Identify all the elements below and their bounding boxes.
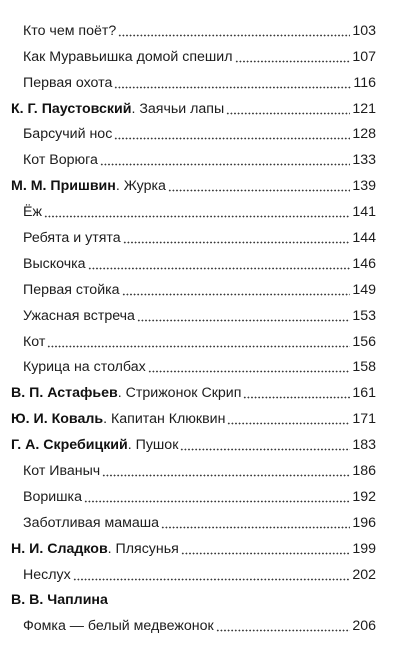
entry-title: [11, 436, 178, 454]
toc-subentry: [0, 195, 400, 221]
page-number: 146: [352, 255, 376, 272]
entry-title: [23, 74, 112, 92]
toc-subentry: [0, 299, 400, 325]
dot-leader: [118, 23, 350, 37]
page-number: 133: [352, 152, 376, 169]
entry-title: [23, 617, 214, 635]
dot-leader: [161, 515, 350, 529]
work-title: Барсучий нос: [23, 126, 113, 143]
work-title: Неслух: [23, 566, 71, 583]
work-title: Кот Ворюга: [23, 152, 98, 169]
dot-leader: [137, 308, 350, 322]
dot-leader: [243, 385, 350, 399]
toc-author-entry: [0, 92, 400, 118]
toc-subentry: [0, 221, 400, 247]
page-number: 116: [353, 74, 376, 91]
toc-subentry: [0, 14, 400, 40]
toc-subentry: [0, 247, 400, 273]
toc-subentry: [0, 40, 400, 66]
page-number: 149: [352, 281, 376, 298]
work-title: . Пушок: [127, 437, 179, 454]
page-number: 206: [352, 618, 376, 635]
author-name: Ю. И. Коваль: [11, 411, 104, 428]
dot-leader: [235, 49, 351, 63]
page-number: 186: [352, 463, 376, 480]
work-title: Ужасная встреча: [23, 307, 135, 324]
toc-subentry: [0, 351, 400, 377]
page-number: 121: [352, 100, 376, 117]
toc-subentry: [0, 273, 400, 299]
author-name: Н. И. Сладков: [11, 540, 108, 557]
work-title: Воришка: [23, 488, 82, 505]
entry-title: [11, 100, 224, 118]
entry-title: [23, 358, 146, 376]
entry-title: [11, 410, 225, 428]
table-of-contents: [0, 14, 400, 635]
entry-title: [11, 177, 166, 195]
dot-leader: [180, 437, 350, 451]
entry-title: [23, 125, 112, 143]
toc-subentry: [0, 558, 400, 584]
entry-title: [23, 488, 82, 506]
work-title: . Заячьи лапы: [131, 100, 225, 117]
dot-leader: [47, 334, 350, 348]
dot-leader: [84, 489, 350, 503]
toc-author-heading: [0, 584, 400, 610]
page-number: 202: [352, 566, 376, 583]
toc-author-entry: [0, 402, 400, 428]
entry-title: [23, 514, 159, 532]
author-name: М. М. Пришвин: [11, 178, 116, 195]
page-number: 144: [352, 230, 376, 247]
toc-subentry: [0, 454, 400, 480]
work-title: Ёж: [23, 204, 42, 221]
entry-title: [11, 384, 241, 402]
work-title: . Капитан Клюквин: [103, 411, 226, 428]
work-title: Выскочка: [23, 255, 86, 272]
work-title: Фомка — белый медвежонок: [23, 618, 214, 635]
dot-leader: [73, 567, 351, 581]
entry-title: [23, 48, 233, 66]
toc-subentry: [0, 118, 400, 144]
toc-subentry: [0, 325, 400, 351]
toc-author-entry: [0, 428, 400, 454]
dot-leader: [102, 463, 350, 477]
entry-title: [23, 462, 100, 480]
work-title: Кто чем поёт?: [23, 22, 117, 39]
author-name: К. Г. Паустовский: [11, 100, 132, 117]
dot-leader: [114, 126, 350, 140]
entry-title: [23, 229, 121, 247]
entry-title: [11, 540, 179, 558]
dot-leader: [88, 256, 351, 270]
page-number: 103: [352, 22, 376, 39]
work-title: . Журка: [115, 178, 166, 195]
page-number: 183: [352, 437, 376, 454]
page-number: 158: [352, 359, 376, 376]
toc-subentry: [0, 143, 400, 169]
entry-title: [23, 22, 116, 40]
dot-leader: [226, 101, 350, 115]
page-number: 199: [352, 540, 376, 557]
dot-leader: [114, 75, 351, 89]
page-number: 156: [352, 333, 376, 350]
page-number: 192: [352, 488, 376, 505]
dot-leader: [148, 359, 351, 373]
author-name: В. В. Чаплина: [11, 592, 108, 609]
work-title: Кот Иваныч: [23, 463, 101, 480]
entry-title: [11, 591, 108, 609]
dot-leader: [227, 411, 350, 425]
work-title: Первая охота: [23, 74, 113, 91]
work-title: Курица на столбах: [23, 359, 146, 376]
dot-leader: [168, 178, 350, 192]
work-title: . Стрижонок Скрип: [117, 385, 242, 402]
dot-leader: [123, 230, 351, 244]
dot-leader: [44, 204, 350, 218]
page-number: 141: [352, 204, 376, 221]
work-title: Первая стойка: [23, 281, 120, 298]
page-number: 171: [352, 411, 376, 428]
entry-title: [23, 566, 71, 584]
toc-author-entry: [0, 169, 400, 195]
page-number: 161: [352, 385, 376, 402]
work-title: Кот: [23, 333, 46, 350]
entry-title: [23, 307, 135, 325]
page-number: 107: [352, 48, 376, 65]
work-title: Заботливая мамаша: [23, 514, 160, 531]
page-number: 139: [352, 178, 376, 195]
work-title: Ребята и утята: [23, 230, 121, 247]
dot-leader: [181, 541, 351, 555]
work-title: Как Муравьишка домой спешил: [23, 48, 233, 65]
page-number: 153: [352, 307, 376, 324]
toc-subentry: [0, 609, 400, 635]
page-number: 128: [352, 126, 376, 143]
entry-title: [23, 203, 42, 221]
dot-leader: [216, 618, 351, 632]
toc-author-entry: [0, 532, 400, 558]
page-number: 196: [352, 514, 376, 531]
entry-title: [23, 333, 45, 351]
toc-subentry: [0, 66, 400, 92]
entry-title: [23, 151, 98, 169]
toc-subentry: [0, 506, 400, 532]
dot-leader: [122, 282, 351, 296]
toc-subentry: [0, 480, 400, 506]
entry-title: [23, 255, 86, 273]
dot-leader: [100, 152, 350, 166]
author-name: В. П. Астафьев: [11, 385, 118, 402]
entry-title: [23, 281, 120, 299]
author-name: Г. А. Скребицкий: [11, 437, 128, 454]
toc-author-entry: [0, 376, 400, 402]
work-title: . Плясунья: [107, 540, 179, 557]
